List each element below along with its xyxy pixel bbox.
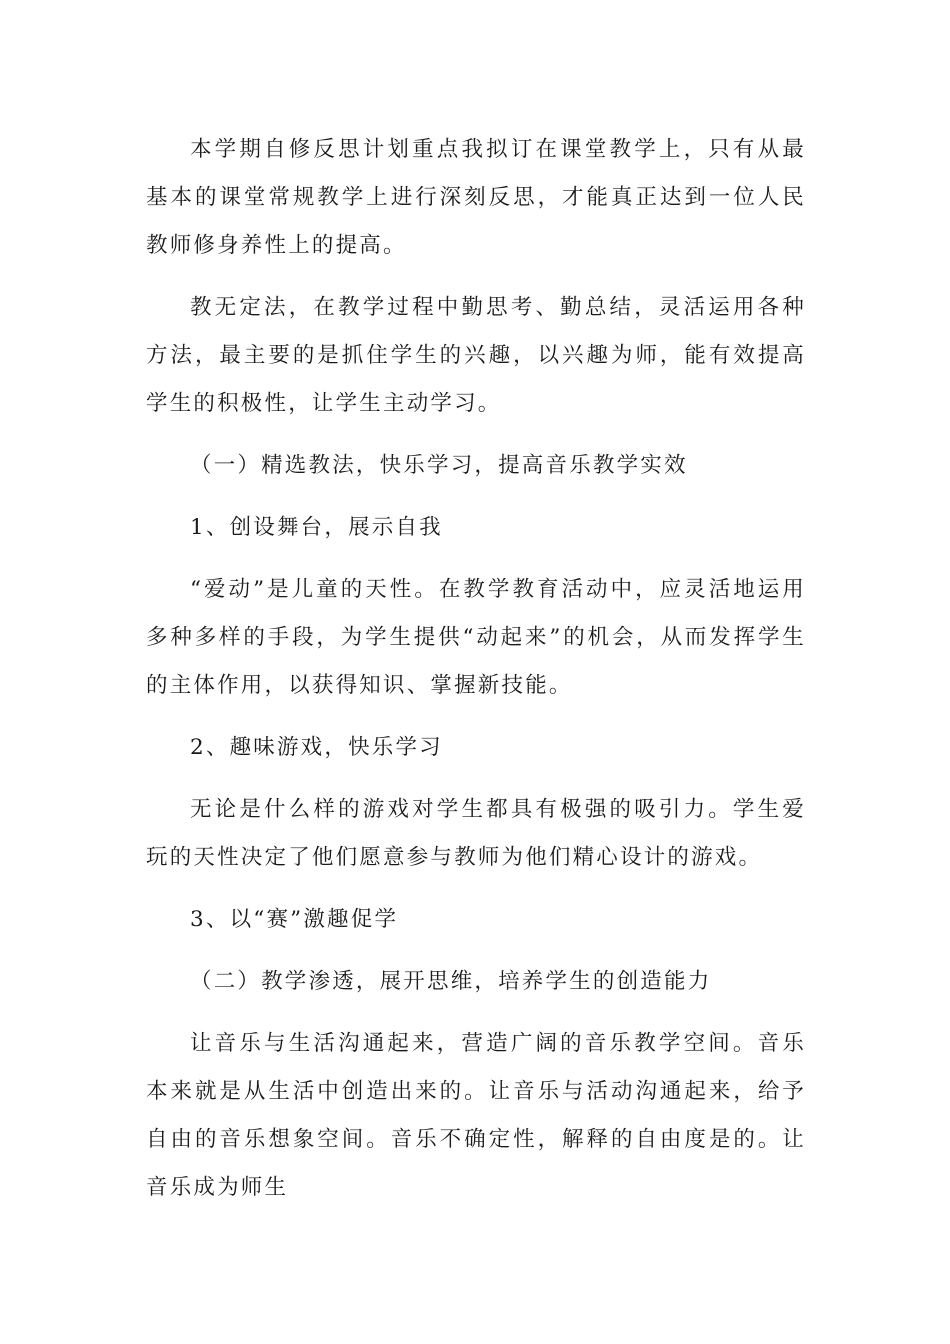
subheading-3: 3、以“赛”激趣促学 — [190, 907, 399, 932]
paragraph-gap — [146, 1006, 806, 1020]
paragraph-active-nature: “爱动”是儿童的天性。在教学教育活动中，应灵活地运用多种多样的手段，为学生提供“动起来”的机会，从而发挥学生的主体作用，以获得知识、掌握新技能。 — [146, 577, 806, 698]
subheading-1: 1、创设舞台，展示自我 — [190, 515, 443, 540]
paragraph-reflection-plan: 本学期自修反思计划重点我拟订在课堂教学上，只有从最基本的课堂常规教学上进行深刻反思，才能真正达到一位人民教师修身养性上的提高。 — [146, 137, 806, 258]
paragraph-games: 无论是什么样的游戏对学生都具有极强的吸引力。学生爱玩的天性决定了他们愿意参与教师为他们精心设计的游戏。 — [146, 797, 806, 870]
paragraph-teaching-methods: 教无定法，在教学过程中勤思考、勤总结，灵活运用各种方法，最主要的是抓住学生的兴趣，以兴趣为师，能有效提高学生的积极性，让学生主动学习。 — [146, 295, 806, 416]
paragraph-music-life: 让音乐与生活沟通起来，营造广阔的音乐教学空间。音乐本来就是从生活中创造出来的。让音乐与活动沟通起来，给予自由的音乐想象空间。音乐不确定性，解释的自由度是的。让音乐成为师生 — [146, 1031, 806, 1200]
paragraph-gap — [146, 710, 806, 724]
document-body — [146, 126, 806, 1212]
subheading-2: 2、趣味游戏，快乐学习 — [190, 735, 443, 760]
paragraph-gap — [146, 428, 806, 442]
section-heading-1: （一）精选教法，快乐学习，提高音乐教学实效 — [190, 453, 688, 478]
section-heading-2: （二）教学渗透，展开思维，培养学生的创造能力 — [190, 969, 712, 994]
paragraph-gap — [146, 944, 806, 958]
paragraph-gap — [146, 772, 806, 786]
paragraph-gap — [146, 270, 806, 284]
paragraph-gap — [146, 882, 806, 896]
paragraph-gap — [146, 552, 806, 566]
paragraph-gap — [146, 490, 806, 504]
